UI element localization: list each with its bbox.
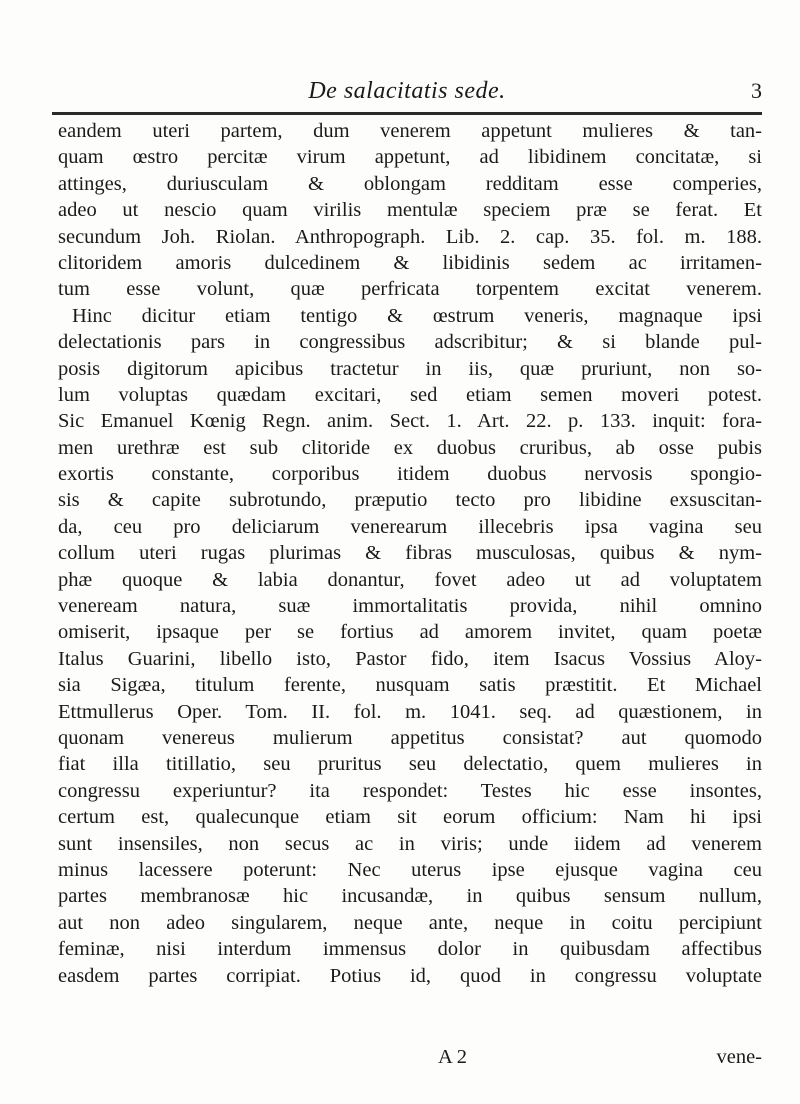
text-line: eandem uteri partem, dum venerem appetunt mulieres & tan- [58,120,762,142]
text-line: tum esse volunt, quæ perfricata torpentem excitat venerem. [58,278,762,301]
text-line: phæ quoque & labia donantur, fovet adeo ut ad voluptatem [58,568,762,591]
text-line: omiserit, ipsaque per se fortius ad amorem invitet, quam poetæ [58,621,762,644]
text-line: certum est, qualecunque etiam sit eorum officium: Nam hi ipsi [58,806,762,829]
text-line: da, ceu pro deliciarum venerearum illecebris ipsa vagina seu [58,515,762,538]
signature-mark: A 2 [438,1046,468,1068]
running-head [52,78,762,112]
text-line: Italus Guarini, libello isto, Pastor fido, item Isacus Vossius Aloy- [58,647,762,670]
text-line: delectationis pars in congressibus adscribitur; & si blande pul- [58,331,762,354]
text-line: exortis constante, corporibus itidem duobus nervosis spongio- [58,463,762,486]
text-line: adeo ut nescio quam virilis mentulæ speciem præ se ferat. Et [58,199,762,222]
page-number: 3 [751,78,762,103]
text-line: Ettmullerus Oper. Tom. II. fol. m. 1041. seq. ad quæstionem, in [58,700,762,723]
running-title: De salacitatis sede. [308,78,506,104]
text-line: Hinc dicitur etiam tentigo & œstrum veneris, magnaque ipsi [72,304,762,327]
text-line: aut non adeo singularem, neque ante, neque in coitu percipiunt [58,911,762,934]
text-line: minus lacessere poterunt: Nec uterus ipse ejusque vagina ceu [58,858,762,881]
catchword: vene- [716,1046,762,1068]
text-line: partes membranosæ hic incusandæ, in quibus sensum nullum, [58,885,762,908]
header-rule [52,112,762,115]
text-line: collum uteri rugas plurimas & fibras musculosas, quibus & nym- [58,542,762,565]
text-line: fiat illa titillatio, seu pruritus seu delectatio, quem mulieres in [58,753,762,776]
text-line: sunt insensiles, non secus ac in viris; unde iidem ad venerem [58,832,762,855]
text-line: Sic Emanuel Kœnig Regn. anim. Sect. 1. Art. 22. p. 133. inquit: fora- [58,410,762,433]
text-line: veneream natura, suæ immortalitatis provida, nihil omnino [58,595,762,618]
text-line: lum voluptas quædam excitari, sed etiam semen moveri potest. [58,383,762,406]
text-line: sis & capite subrotundo, præputio tecto pro libidine exsuscitan- [58,489,762,512]
text-line: sia Sigæa, titulum ferente, nusquam satis præstitit. Et Michael [58,674,762,697]
text-line: feminæ, nisi interdum immensus dolor in quibusdam affectibus [58,938,762,961]
text-line: congressu experiuntur? ita respondet: Testes hic esse insontes, [58,779,762,802]
text-line: quonam venereus mulierum appetitus consistat? aut quomodo [58,726,762,749]
text-line: attinges, duriusculam & oblongam redditam esse comperies, [58,172,762,195]
text-line: men urethræ est sub clitoride ex duobus cruribus, ab osse pubis [58,436,762,459]
text-line: quam œstro percitæ virum appetunt, ad libidinem concitatæ, si [58,146,762,169]
text-line: secundum Joh. Riolan. Anthropograph. Lib. 2. cap. 35. fol. m. 188. [58,225,762,248]
text-line: posis digitorum apicibus tractetur in iis, quæ pruriunt, non so- [58,357,762,380]
text-line: easdem partes corripiat. Potius id, quod in congressu voluptate [58,964,762,987]
page-footer [58,1046,762,1074]
text-line: clitoridem amoris dulcedinem & libidinis sedem ac irritamen- [58,251,762,274]
body-text [58,118,762,989]
